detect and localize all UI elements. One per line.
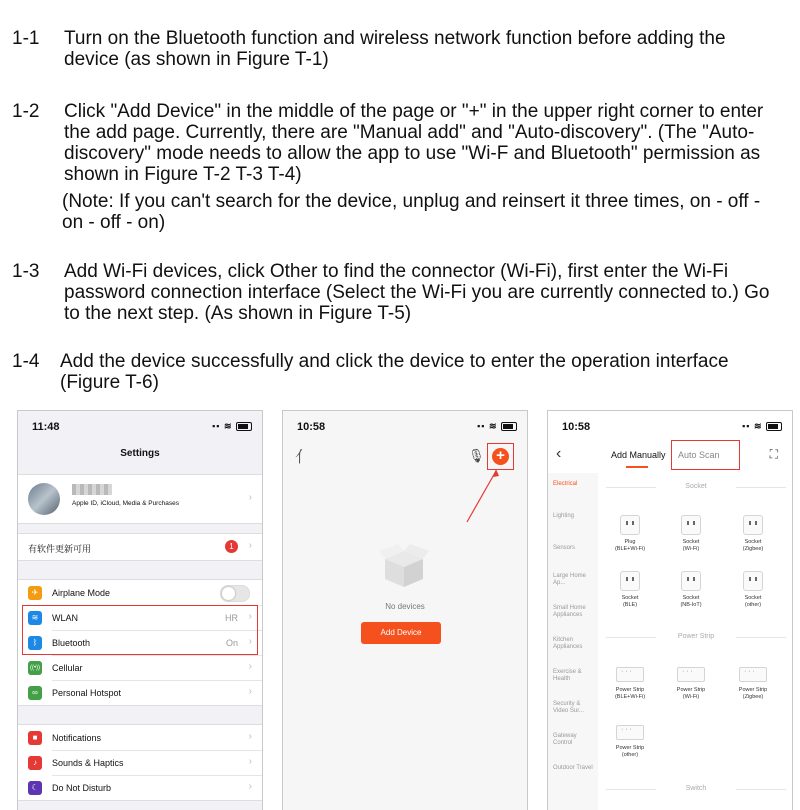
row-cellular[interactable] — [18, 655, 262, 680]
battery-icon — [766, 422, 782, 431]
status-bar — [562, 421, 782, 435]
row-do-not-disturb[interactable] — [18, 775, 262, 800]
socket-icon — [681, 515, 701, 535]
device-name: Socket — [682, 595, 700, 601]
device-name: Socket — [682, 539, 700, 545]
add-device-button[interactable]: Add Device — [361, 622, 441, 644]
note-text: (Note: If you can't search for the device, unplug and reinsert it three times, on - off - on - off - on) — [62, 191, 761, 233]
category-sensors[interactable]: Sensors — [553, 545, 576, 551]
tab-add-manually[interactable]: Add Manually — [611, 450, 666, 460]
device-tile[interactable] — [600, 667, 660, 701]
device-name: Socket — [621, 595, 639, 601]
power-strip-icon — [677, 667, 705, 682]
wifi-icon: ≋ — [28, 611, 42, 625]
category-outdoor[interactable]: Outdoor Travel — [553, 765, 593, 771]
signal-wifi-battery-icon: ▪▪ ≋ — [742, 421, 782, 432]
row-label: Bluetooth — [52, 638, 91, 648]
device-name: Socket — [744, 595, 762, 601]
power-strip-icon — [739, 667, 767, 682]
notifications-group — [18, 724, 262, 801]
tab-auto-scan[interactable]: Auto Scan — [678, 450, 720, 460]
row-label: Cellular — [52, 663, 83, 673]
microphone-icon[interactable]: 🎙 — [468, 448, 485, 463]
phone-add-device-screenshot — [547, 410, 793, 810]
row-value: HR — [225, 613, 238, 623]
apple-id-row[interactable] — [18, 474, 262, 524]
step-text: Add Wi-Fi devices, click Other to find the connector (Wi-Fi), first enter the Wi-Fi password connection interface (Select the Wi-Fi you are currently connected to.) Go to the next step. (As shown in Figure T-5) — [64, 261, 770, 324]
pointer-arrow — [463, 466, 503, 526]
chevron-right-icon: › — [248, 540, 252, 551]
device-protocol: (BLE+Wi-Fi) — [614, 694, 646, 700]
chevron-right-icon: › — [248, 661, 252, 672]
avatar — [28, 483, 60, 515]
scan-icon[interactable]: ⺅ — [295, 449, 312, 466]
device-tile[interactable] — [661, 667, 721, 701]
step-text: Add the device successfully and click the device to enter the operation interface (Figure T-6) — [60, 351, 729, 393]
chevron-right-icon: › — [248, 492, 252, 503]
step-text: Click "Add Device" in the middle of the page or "+" in the upper right corner to enter the add page. Currently, there are "Manual add" and "Auto-discovery". (The "Auto-discovery" mode needs to allow the app to use "Wi-F and Bluetooth" permission as shown in Figure T-2 T-3 T-4) — [64, 101, 764, 185]
phone-settings-screenshot — [17, 410, 263, 810]
step-number: 1-3 — [12, 261, 40, 282]
status-bar — [32, 421, 252, 435]
device-protocol: (other) — [744, 602, 762, 608]
device-name: Plug — [624, 539, 636, 545]
row-sounds-haptics[interactable] — [18, 750, 262, 775]
status-bar — [297, 421, 517, 435]
device-protocol: (NB-IoT) — [680, 602, 702, 608]
device-tile[interactable] — [723, 667, 783, 701]
device-protocol: (Wi-Fi) — [682, 694, 700, 700]
status-time: 10:58 — [297, 421, 326, 433]
update-badge: 1 — [225, 540, 238, 553]
category-lighting[interactable]: Lighting — [553, 513, 575, 519]
row-notifications[interactable] — [18, 725, 262, 750]
battery-icon — [236, 422, 252, 431]
device-name: Power Strip — [615, 687, 645, 693]
step-text: Turn on the Bluetooth function and wireless network function before adding the device (as shown in Figure T-1) — [64, 28, 726, 70]
bluetooth-icon: ᛒ — [28, 636, 42, 650]
device-name: Power Strip — [615, 745, 645, 751]
step-number: 1-1 — [12, 28, 40, 49]
device-protocol: (BLE) — [622, 602, 638, 608]
device-tile[interactable] — [723, 515, 783, 553]
category-large-home[interactable]: Large Home Ap... — [553, 573, 587, 586]
row-label: Sounds & Haptics — [52, 758, 124, 768]
moon-icon: ☾ — [28, 781, 42, 795]
active-tab-indicator — [626, 466, 648, 468]
step-number: 1-4 — [12, 351, 40, 372]
row-label: Do Not Disturb — [52, 783, 112, 793]
category-security[interactable]: Security & Video Sur... — [553, 701, 584, 714]
device-tile[interactable] — [723, 571, 783, 609]
status-time: 10:58 — [562, 421, 591, 433]
device-name: Power Strip — [738, 687, 768, 693]
hotspot-icon: ∞ — [28, 686, 42, 700]
row-label: Notifications — [52, 733, 102, 743]
airplane-icon: ✈ — [28, 586, 42, 600]
chevron-right-icon: › — [248, 636, 252, 647]
row-label: Airplane Mode — [52, 588, 111, 598]
apple-id-subtitle: Apple ID, iCloud, Media & Purchases — [72, 500, 179, 507]
row-label: Personal Hotspot — [52, 688, 122, 698]
device-tile[interactable] — [600, 515, 660, 553]
device-protocol: (Zigbee) — [742, 546, 764, 552]
add-plus-button[interactable]: + — [492, 448, 509, 465]
chevron-right-icon: › — [248, 686, 252, 697]
signal-wifi-battery-icon: ▪▪ ≋ — [477, 421, 517, 432]
update-label: 有软件更新可用 — [28, 544, 92, 554]
signal-wifi-battery-icon: ▪▪ ≋ — [212, 421, 252, 432]
category-kitchen[interactable]: Kitchen Appliances — [553, 637, 583, 650]
socket-icon — [620, 515, 640, 535]
airplane-toggle[interactable] — [220, 585, 250, 602]
software-update-row[interactable] — [18, 533, 262, 561]
settings-title: Settings — [120, 448, 160, 459]
blurred-name — [72, 484, 112, 495]
socket-icon — [620, 571, 640, 591]
socket-icon — [743, 515, 763, 535]
category-small-home[interactable]: Small Home Appliances — [553, 605, 586, 618]
chevron-right-icon: › — [248, 731, 252, 742]
no-devices-text: No devices — [385, 602, 425, 611]
battery-icon — [501, 422, 517, 431]
row-personal-hotspot[interactable] — [18, 680, 262, 705]
device-name: Power Strip — [676, 687, 706, 693]
device-tile[interactable] — [600, 571, 660, 609]
device-tile[interactable] — [661, 571, 721, 609]
device-name: Socket — [744, 539, 762, 545]
section-power-strip: Power Strip — [600, 633, 792, 640]
highlight-wlan-bluetooth — [22, 605, 258, 655]
sound-icon: ♪ — [28, 756, 42, 770]
power-strip-icon — [616, 667, 644, 682]
section-switch: Switch — [600, 785, 792, 792]
socket-icon — [681, 571, 701, 591]
row-airplane-mode[interactable] — [18, 580, 262, 605]
step-number: 1-2 — [12, 101, 40, 122]
chevron-right-icon: › — [248, 781, 252, 792]
category-gateway[interactable]: Gateway Control — [553, 733, 577, 746]
expand-icon[interactable]: ⛶ — [769, 447, 778, 461]
device-protocol: (other) — [621, 752, 639, 758]
empty-box-icon — [377, 541, 431, 589]
row-label: WLAN — [52, 613, 79, 623]
device-tile[interactable] — [661, 515, 721, 553]
chevron-right-icon: › — [248, 756, 252, 767]
cellular-icon: ((•)) — [28, 661, 42, 675]
status-time: 11:48 — [32, 421, 60, 433]
category-exercise[interactable]: Exercise & Health — [553, 669, 582, 682]
section-socket: Socket — [600, 483, 792, 490]
category-electrical[interactable]: Electrical — [553, 481, 578, 487]
socket-icon — [743, 571, 763, 591]
device-protocol: (Wi-Fi) — [682, 546, 700, 552]
device-protocol: (Zigbee) — [742, 694, 764, 700]
phone-home-screenshot — [282, 410, 528, 810]
back-chevron-icon[interactable]: ‹ — [556, 445, 562, 462]
chevron-right-icon: › — [248, 611, 252, 622]
device-tile[interactable] — [600, 725, 660, 759]
notifications-icon: ■ — [28, 731, 42, 745]
row-value: On — [225, 638, 238, 648]
power-strip-icon — [616, 725, 644, 740]
device-protocol: (BLE+Wi-Fi) — [614, 546, 646, 552]
